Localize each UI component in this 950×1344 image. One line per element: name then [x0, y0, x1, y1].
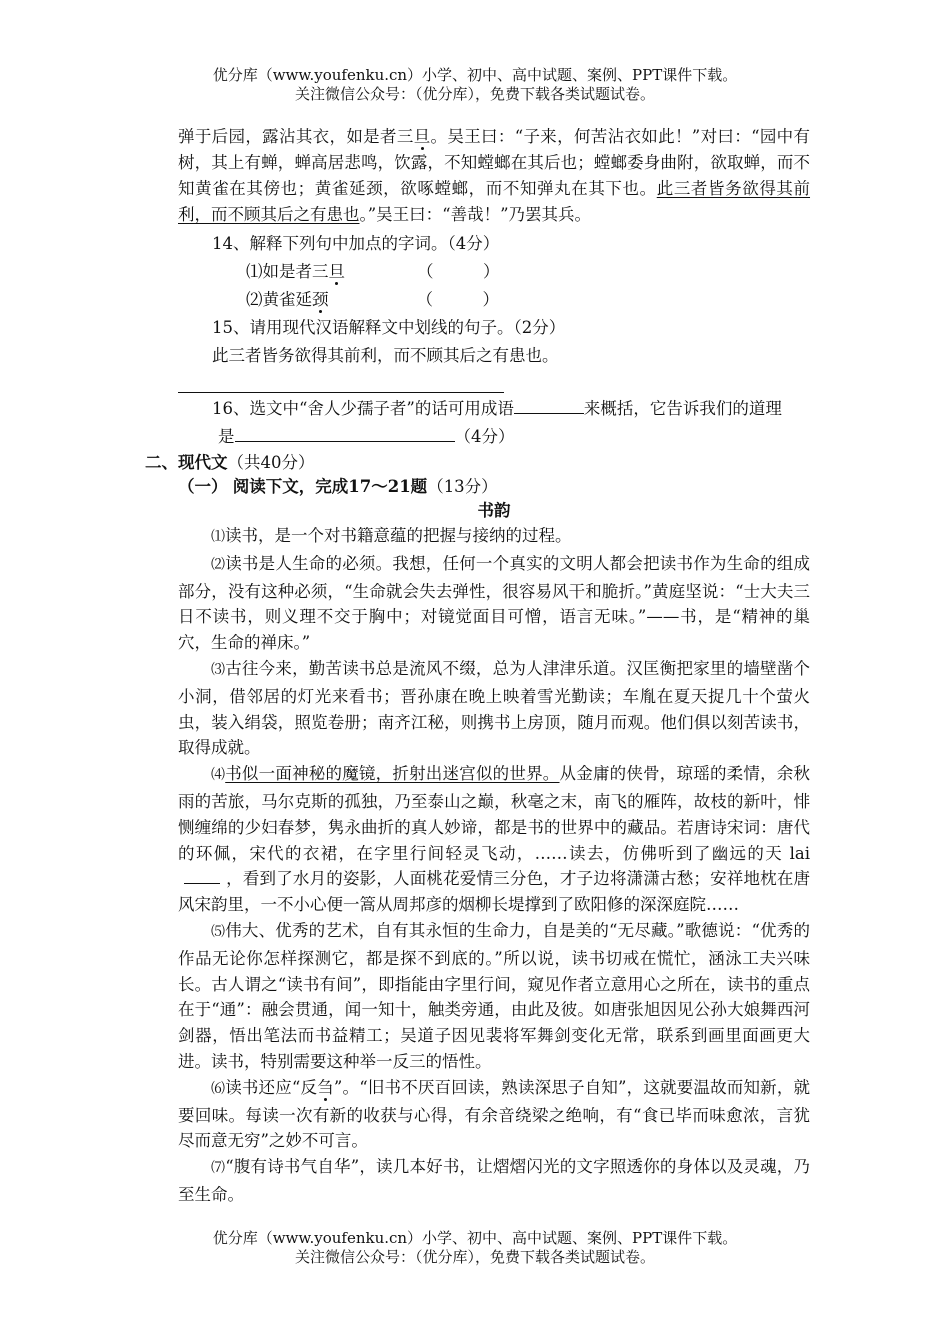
paragraph-number: ⑷ — [211, 767, 226, 784]
q16-score: （4分） — [454, 427, 515, 446]
classical-text-section — [178, 124, 810, 449]
paragraph-number: ⑶ — [211, 661, 226, 678]
question-14-item-1 — [178, 260, 810, 284]
header-line-2: 关注微信公众号：（优分库），免费下载各类试题试卷。 — [294, 85, 655, 103]
page-header — [0, 66, 950, 104]
underlined-sentence: 此三者皆务欲得其前利，而不顾其后之有患也 — [178, 179, 811, 224]
q14-2-dotted-char: 颈 — [312, 290, 329, 309]
pinyin-blank[interactable] — [184, 882, 220, 884]
essay-paragraph-1 — [178, 523, 810, 551]
footer-line-1: 优分库（www.youfenku.cn）小学、初中、高中试题、案例、PPT课件下载。 — [212, 1229, 738, 1247]
page-footer — [0, 1229, 950, 1267]
essay-paragraph-6 — [178, 1075, 810, 1154]
q16-text-3: 是 — [218, 427, 235, 446]
paragraph-number: ⑸ — [211, 923, 226, 940]
paragraph-text: “腹有诗书气自华”，读几本好书，让熠熠闪光的文字照透你的身体以及灵魂，乃至生命。 — [178, 1157, 811, 1204]
part-1-heading — [178, 475, 498, 499]
q14-2-answer-blank[interactable]: （ ） — [416, 290, 499, 309]
paragraph-number: ⑹ — [211, 1080, 226, 1097]
question-16-cont — [178, 425, 810, 449]
footer-line-2: 关注微信公众号：（优分库），免费下载各类试题试卷。 — [294, 1248, 655, 1266]
q16-idiom-blank[interactable] — [514, 412, 584, 414]
part-1-number: （一） — [178, 477, 228, 496]
essay-paragraph-3 — [178, 656, 810, 761]
question-14: 14、解释下列句中加点的字词。（4分） — [212, 234, 500, 253]
q16-reason-blank[interactable] — [235, 440, 455, 442]
classical-text-cont: 。吴王曰：“子来，何苦沾衣如此！”对曰：“园中有树，其上有蝉，蝉高居悲鸣，饮露，不知螳螂在其后也；螳螂委身曲附，欲取蝉，而不知黄雀在其傍也；黄雀延颈，欲啄螳螂，而不知弹丸在其下也。 — [178, 127, 811, 198]
question-16 — [178, 397, 810, 421]
q15-answer-line[interactable] — [178, 392, 504, 393]
classical-text: 弹于后园，露沾其衣，如是者三 — [178, 127, 414, 146]
question-15: 15、请用现代汉语解释文中划线的句子。（2分） — [212, 318, 566, 337]
essay-paragraph-4 — [178, 761, 810, 918]
paragraph-number: ⑴ — [211, 529, 225, 545]
paragraph-text: 古往今来，勤苦读书总是流风不缀，总为人津津乐道。汉匡衡把家里的墙壁凿个小洞，借邻居的灯光来看书；晋孙康在晚上映着雪光勤读；车胤在夏天捉几十个萤火虫，装入绢袋，照览卷册；南齐江秘，则携书上房顶，随月而观。他们俱以刻苦读书，取得成就。 — [178, 658, 811, 758]
paragraph-number: ⑵ — [211, 556, 226, 573]
paragraph-text: 从金庸的侠骨，琼瑶的柔情，余秋雨的苦旅，马尔克斯的孤独，乃至泰山之巅，秋毫之末，南飞的雁阵，故枝的新叶，悱恻缠绵的少妇春梦，隽永曲折的真人妙谛，都是书的世界中的藏品。若唐诗宋词：唐代的环佩，宋代的衣裙，在字里行间轻灵飞动，……读去，仿佛听到了幽远的天 lai — [178, 764, 811, 863]
essay-body — [178, 523, 810, 1208]
question-15-sentence: 此三者皆务欲得其前利，而不顾其后之有患也。 — [212, 346, 559, 365]
essay-paragraph-2 — [178, 551, 810, 656]
dotted-char-chu: 刍 — [317, 1077, 334, 1097]
essay-paragraph-5 — [178, 918, 810, 1075]
essay-paragraph-7 — [178, 1154, 810, 1208]
paragraph-text: 伟大、优秀的艺术，自有其永恒的生命力，自是美的“无尽藏。”歌德说：“优秀的作品无论你怎样探测它，都是探不到底的。”所以说，读书切戒在慌忙，涵泳工夫兴味长。古人谓之“读书有间”，即指能由字里行间，窥见作者立意用心之所在，读书的重点在于“通”：融会贯通，闻一知十，触类旁通，由此及彼。如唐张旭因见公孙大娘舞西河剑器，悟出笔法而书益精工；吴道子因见裴将军舞剑变化无常，联系到画里面画更大进。读书，特别需要这种举一反三的悟性。 — [178, 920, 810, 1071]
part-1-score: （13分） — [427, 477, 498, 496]
section-2-score: （共40分） — [227, 453, 315, 472]
classical-passage — [178, 124, 810, 228]
q14-1-dotted-char: 旦 — [328, 262, 345, 281]
paragraph-text: 读书还应“反 — [225, 1077, 318, 1097]
paragraph-text-cont: ”。“旧书不厌百回读，熟读深思子自知”，这就要温故而知新，就要回味。每读一次有新的收获与心得，有余音绕梁之绝响，有“食已毕而味愈浓，言犹尽而意无穷”之妙不可言。 — [178, 1077, 811, 1151]
q14-2-text: ⑵黄雀延 — [246, 290, 312, 309]
q16-text-2: 来概括，它告诉我们的道理 — [583, 399, 782, 418]
question-14-item-2 — [178, 288, 810, 312]
essay-title: 书韵 — [477, 501, 511, 520]
q16-text: 16、选文中“舍人少孺子者”的话可用成语 — [212, 399, 514, 418]
underlined-sentence: 书似一面神秘的魔镜，折射出迷宫似的世界。 — [225, 764, 560, 784]
section-2-heading — [145, 451, 315, 475]
paragraph-text: 读书是人生命的必须。我想，任何一个真实的文明人都会把读书作为生命的组成部分，没有这种必须，“生命就会失去弹性，很容易风干和脆折。”黄庭坚说：“士大夫三日不读书，则义理不交于胸中；对镜觉面目可憎，语言无味。”——书，是“精神的巢穴，生命的禅床。” — [178, 553, 811, 653]
q14-1-text: ⑴如是者三 — [246, 262, 329, 281]
part-1-title: 阅读下文，完成17～21题 — [232, 477, 428, 496]
paragraph-number: ⑺ — [211, 1160, 226, 1177]
dotted-char-dan: 旦 — [413, 127, 431, 146]
paragraph-text-cont: ，看到了水月的姿影，人面桃花爱情三分色，才子边将潇潇古愁；安祥地枕在唐风宋韵里，一不小心便一篙从周邦彦的烟柳长堤撑到了欧阳修的深深庭院…… — [178, 869, 810, 915]
section-2-title: 二、现代文 — [145, 453, 228, 472]
q14-1-answer-blank[interactable]: （ ） — [417, 262, 500, 281]
paragraph-text: 读书，是一个对书籍意蕴的把握与接纳的过程。 — [225, 526, 572, 545]
classical-text-end: 。”吴王曰：“善哉！”乃罢其兵。 — [359, 205, 592, 224]
header-line-1: 优分库（www.youfenku.cn）小学、初中、高中试题、案例、PPT课件下载。 — [212, 66, 738, 84]
